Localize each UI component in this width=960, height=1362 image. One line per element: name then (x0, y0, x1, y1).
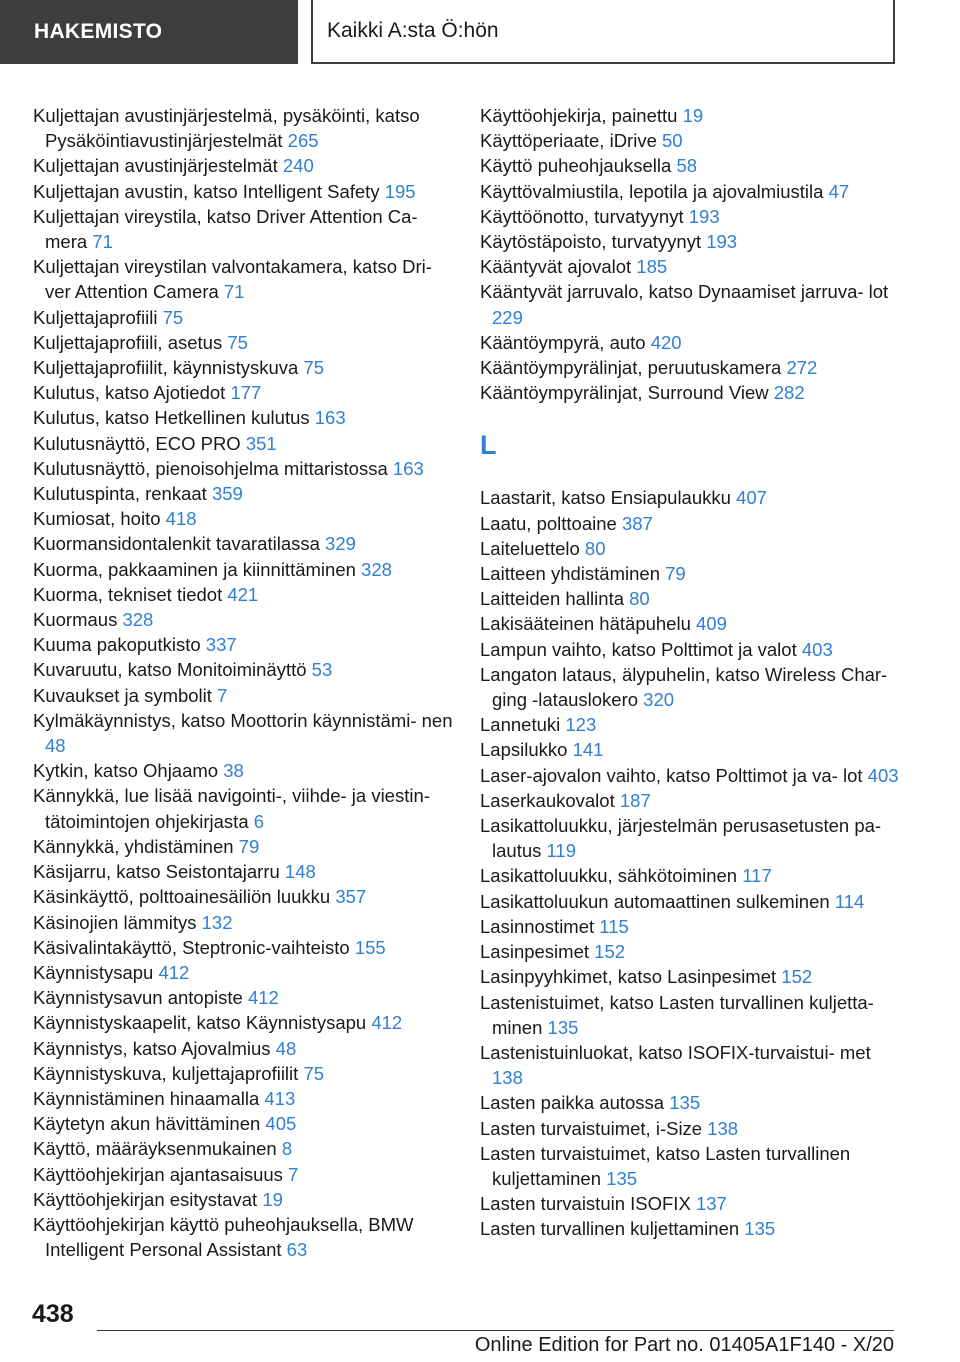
page-link[interactable]: 79 (665, 563, 686, 585)
page-link[interactable]: 337 (205, 634, 237, 656)
page-header (0, 0, 960, 66)
page-link[interactable]: 412 (371, 1012, 403, 1034)
entry-text: Kuljettajan avustin, katso Intelligent Safety (33, 180, 380, 202)
page-link[interactable]: 38 (223, 760, 244, 782)
page-link[interactable]: 265 (287, 130, 319, 152)
page-link[interactable]: 403 (801, 638, 833, 660)
entry-text: Kuuma pakoputkisto (33, 634, 201, 656)
page-link[interactable]: 409 (696, 613, 727, 635)
page-link[interactable]: 71 (223, 281, 245, 303)
index-entry (480, 204, 900, 229)
entry-text: Kääntöympyrä, auto (480, 331, 646, 353)
index-entry (480, 763, 900, 788)
page-link[interactable]: 50 (662, 130, 683, 152)
entry-text: Kuljettajaprofiili, asetus (33, 331, 223, 353)
page-link[interactable]: 163 (314, 407, 346, 429)
page-link[interactable]: 185 (636, 256, 668, 278)
page-link[interactable]: 152 (781, 966, 813, 988)
page-link[interactable]: 152 (594, 941, 626, 963)
page-link[interactable]: 320 (643, 689, 675, 711)
index-entry (33, 1086, 453, 1111)
entry-text: Käytetyn akun hävittäminen (33, 1113, 261, 1135)
index-entry (33, 683, 453, 708)
index-entry (33, 355, 453, 380)
entry-text: Käyttöohjekirjan käyttö puheohjauksella, BMW Intelligent Personal Assistant (33, 1213, 414, 1261)
index-entry (33, 481, 453, 506)
entry-text: Kumiosat, hoito (33, 508, 161, 530)
entry-text: Kulutuspinta, renkaat (33, 483, 207, 505)
index-entry (480, 813, 900, 863)
page-link[interactable]: 19 (682, 105, 704, 126)
entry-text: Kylmäkäynnistys, katso Moottorin käynnistämi‐ nen (33, 709, 453, 731)
page-link[interactable]: 135 (547, 1016, 579, 1038)
page-link[interactable]: 282 (773, 382, 805, 404)
index-entry (480, 355, 900, 380)
entry-text: Kuljettajan vireystilan valvontakamera, katso Dri‐ ver Attention Camera (33, 256, 432, 303)
letter-heading: L (480, 430, 497, 461)
page-link[interactable]: 357 (335, 886, 367, 908)
page-link[interactable]: 155 (354, 936, 386, 958)
index-entry (480, 1141, 900, 1191)
index-entry (33, 1061, 453, 1086)
entry-text: Kuorma, pakkaaminen ja kiinnittäminen (33, 558, 356, 580)
index-entry (33, 582, 453, 607)
index-entry (33, 254, 453, 304)
entry-text: Kulutus, katso Ajotiedot (33, 382, 226, 404)
index-entry (480, 536, 900, 561)
entry-text: Kuljettajan avustinjärjestelmät (33, 155, 278, 177)
page-link[interactable]: 387 (621, 512, 653, 534)
index-entry (33, 305, 453, 330)
index-entry (480, 1040, 900, 1090)
page-link[interactable]: 148 (284, 861, 316, 883)
index-entry (33, 531, 453, 556)
page-link[interactable]: 19 (262, 1188, 283, 1210)
page-link[interactable]: 193 (706, 231, 738, 253)
index-entry (480, 511, 900, 536)
page-link[interactable]: 135 (669, 1092, 701, 1114)
index-entry (33, 1212, 453, 1262)
index-entry (33, 204, 453, 254)
index-entry (480, 380, 900, 405)
index-entry (33, 103, 453, 153)
index-entry (480, 939, 900, 964)
index-entry (33, 153, 453, 178)
page-link[interactable]: 75 (162, 306, 184, 328)
index-entry (33, 330, 453, 355)
index-entry (480, 914, 900, 939)
page-link[interactable]: 114 (834, 890, 865, 912)
page-link[interactable]: 71 (92, 231, 113, 253)
index-entry (480, 863, 900, 888)
index-entry (33, 783, 453, 833)
entry-text: Kääntöympyrälinjat, peruutuskamera (480, 357, 782, 379)
page-link[interactable]: 123 (565, 714, 597, 736)
index-entry (480, 103, 900, 128)
page-link[interactable]: 329 (325, 533, 356, 555)
entry-text: Kuvaukset ja symbolit (33, 684, 212, 706)
entry-text: Käynnistäminen hinaamalla (33, 1087, 260, 1109)
entry-text: Kuormaus (33, 609, 118, 631)
entry-text: Käsinojien lämmitys (33, 911, 197, 933)
index-entry (480, 662, 900, 712)
entry-text: Kääntöympyrälinjat, Surround View (480, 382, 769, 404)
page-link[interactable]: 119 (546, 840, 577, 862)
page-link[interactable]: 272 (786, 357, 818, 379)
index-entry (33, 1162, 453, 1187)
entry-text: Langaton lataus, älypuhelin, katso Wireless Char‐ ging -latauslokero (480, 663, 888, 711)
page-link[interactable]: 405 (265, 1113, 297, 1135)
index-entry (480, 889, 900, 914)
entry-text: Käyttövalmiustila, lepotila ja ajovalmiustila (480, 180, 824, 202)
index-entry (480, 611, 900, 636)
page-link[interactable]: 63 (286, 1239, 308, 1261)
index-entry (33, 834, 453, 859)
entry-text: Käyttö, määräyksenmukainen (33, 1138, 277, 1160)
page-link[interactable]: 6 (253, 810, 265, 832)
entry-text: Kännykkä, lue lisää navigointi-, viihde- ja viestin‐ tätoimintojen ohjekirjasta (33, 785, 430, 832)
page-number: 438 (32, 1300, 74, 1328)
entry-text: Käynnistys, katso Ajovalmius (33, 1037, 271, 1059)
page-link[interactable]: 80 (584, 537, 606, 559)
entry-text: Käynnistyskuva, kuljettajaprofiilit (33, 1062, 299, 1084)
index-entry (480, 485, 900, 510)
entry-text: Käyttöönotto, turvatyynyt (480, 205, 684, 227)
page-link[interactable]: 407 (736, 487, 767, 509)
index-entry (33, 1136, 453, 1161)
page-link[interactable]: 351 (245, 432, 277, 454)
page-link[interactable]: 58 (676, 155, 698, 177)
entry-text: Käsijarru, katso Seistontajarru (33, 861, 280, 883)
entry-text: Lakisääteinen hätäpuhelu (480, 613, 691, 635)
index-entry (480, 279, 900, 329)
page-link[interactable]: 413 (264, 1087, 296, 1109)
entry-text: Lasten turvaistuimet, i-Size (480, 1117, 703, 1139)
entry-text: Laserkaukovalot (480, 789, 615, 811)
entry-text: Kulutus, katso Hetkellinen kulutus (33, 407, 310, 429)
index-entry (480, 1090, 900, 1115)
entry-text: Kulutusnäyttö, pienoisohjelma mittaristossa (33, 457, 388, 479)
index-group-l (480, 485, 900, 1241)
index-entry (480, 737, 900, 762)
entry-text: Käyttöohjekirjan esitystavat (33, 1188, 258, 1210)
page-link[interactable]: 359 (211, 483, 243, 505)
index-entry (33, 985, 453, 1010)
page-link[interactable]: 48 (275, 1037, 297, 1059)
index-entry (480, 229, 900, 254)
page-link[interactable]: 7 (217, 684, 228, 706)
entry-text: Laastarit, katso Ensiapulaukku (480, 487, 731, 509)
entry-text: Laitteen yhdistäminen (480, 563, 660, 585)
entry-text: Lasikattoluukun automaattinen sulkeminen (480, 890, 830, 912)
page-link[interactable]: 75 (303, 357, 325, 379)
entry-text: Lasikattoluukku, sähkötoiminen (480, 865, 738, 887)
index-entry (480, 1216, 900, 1241)
entry-text: Kuljettajaprofiili (33, 306, 158, 328)
index-entry (480, 1191, 900, 1216)
entry-text: Laitteiden hallinta (480, 588, 624, 610)
index-entry (33, 859, 453, 884)
page-link[interactable]: 135 (606, 1167, 638, 1189)
entry-text: Käynnistysapu (33, 961, 154, 983)
index-entry (33, 657, 453, 682)
entry-text: Kuljettajan avustinjärjestelmä, pysäköinti, katso Pysäköintiavustinjärjestelmät (33, 105, 420, 152)
index-entry (33, 1036, 453, 1061)
index-group-k-continued (480, 103, 900, 405)
entry-text: Laatu, polttoaine (480, 512, 617, 534)
index-entry (33, 456, 453, 481)
index-entry (480, 330, 900, 355)
page-link[interactable]: 79 (238, 835, 260, 857)
index-entry (480, 990, 900, 1040)
entry-text: Kääntyvät jarruvalo, katso Dynaamiset jarruva‐ lot (480, 281, 889, 303)
entry-text: Lannetuki (480, 714, 561, 736)
index-entry (33, 1111, 453, 1136)
index-entry (480, 964, 900, 989)
page-link[interactable]: 195 (384, 180, 416, 202)
entry-text: Kuljettajaprofiilit, käynnistyskuva (33, 357, 299, 379)
entry-text: Lasten paikka autossa (480, 1092, 665, 1114)
page-link[interactable]: 412 (247, 987, 279, 1009)
entry-text: Laiteluettelo (480, 537, 580, 559)
index-entry (33, 884, 453, 909)
section-tab[interactable]: HAKEMISTO (0, 0, 298, 64)
page-link[interactable]: 7 (288, 1163, 299, 1185)
page-link[interactable]: 328 (361, 558, 392, 580)
entry-text: Lasikattoluukku, järjestelmän perusasetusten pa‐ lautus (480, 815, 882, 862)
entry-text: Lasten turvaistuimet, katso Lasten turvallinen kuljettaminen (480, 1142, 851, 1189)
page-link[interactable]: 177 (230, 382, 262, 404)
entry-text: Käyttö puheohjauksella (480, 155, 672, 177)
index-entry (33, 960, 453, 985)
entry-text: Käynnistysavun antopiste (33, 987, 243, 1009)
page-link[interactable]: 418 (165, 508, 197, 530)
entry-text: Laser-ajovalon vaihto, katso Polttimot ja va‐ lot (480, 764, 863, 786)
page-link[interactable]: 47 (828, 180, 850, 202)
index-entry (480, 128, 900, 153)
page-link[interactable]: 53 (311, 659, 333, 681)
index-entry (480, 1116, 900, 1141)
index-entry (33, 380, 453, 405)
index-entry (480, 179, 900, 204)
entry-text: Lastenistuimet, katso Lasten turvallinen kuljetta‐ minen (480, 991, 874, 1038)
index-entry (33, 506, 453, 531)
entry-text: Kääntyvät ajovalot (480, 256, 632, 278)
page-link[interactable]: 138 (707, 1117, 739, 1139)
page-link[interactable]: 135 (744, 1218, 776, 1240)
index-entry (480, 637, 900, 662)
entry-text: Käyttöohjekirjan ajantasaisuus (33, 1163, 283, 1185)
entry-text: Kuorma, tekniset tiedot (33, 583, 223, 605)
page-link[interactable]: 420 (650, 331, 682, 353)
page-link[interactable]: 141 (572, 739, 604, 761)
page-link[interactable]: 8 (281, 1138, 293, 1160)
index-column-right (480, 103, 900, 1242)
entry-text: Kytkin, katso Ohjaamo (33, 760, 219, 782)
page-link[interactable]: 137 (695, 1193, 727, 1215)
entry-text: Lastenistuinluokat, katso ISOFIX-turvaistui‐ met (480, 1041, 871, 1063)
page-link[interactable]: 193 (688, 205, 720, 227)
page-link[interactable]: 132 (201, 911, 233, 933)
entry-text: Lasinpyyhkimet, katso Lasinpesimet (480, 966, 777, 988)
entry-text: Käyttöohjekirja, painettu (480, 105, 678, 126)
page-link[interactable]: 163 (392, 457, 424, 479)
index-entry (480, 712, 900, 737)
entry-text: Käynnistyskaapelit, katso Käynnistysapu (33, 1012, 367, 1034)
index-entry (33, 405, 453, 430)
index-entry (33, 758, 453, 783)
entry-text: Kännykkä, yhdistäminen (33, 835, 234, 857)
page-link[interactable]: 115 (599, 915, 629, 937)
index-column-left (33, 103, 453, 1262)
page-link[interactable]: 48 (45, 735, 66, 757)
footer-edition: Online Edition for Part no. 01405A1F140 - X/20 (474, 1334, 894, 1356)
entry-text: Lasinnostimet (480, 915, 595, 937)
entry-text: Käyttöperiaate, iDrive (480, 130, 657, 152)
page-link[interactable]: 412 (158, 961, 190, 983)
entry-text: Kulutusnäyttö, ECO PRO (33, 432, 241, 454)
entry-text: Lasten turvaistuin ISOFIX (480, 1193, 691, 1215)
entry-text: Lampun vaihto, katso Polttimot ja valot (480, 638, 797, 660)
entry-text: Lasinpesimet (480, 941, 590, 963)
index-entry (480, 561, 900, 586)
index-entry (33, 1010, 453, 1035)
subtitle-tab[interactable]: Kaikki A:sta Ö:hön (311, 0, 895, 64)
page-link[interactable]: 403 (867, 764, 899, 786)
page-link[interactable]: 421 (227, 583, 259, 605)
index-entry (480, 586, 900, 611)
entry-text: Kuormansidontalenkit tavaratilassa (33, 533, 320, 555)
index-entry (33, 1187, 453, 1212)
entry-text: Käsivalintakäyttö, Steptronic-vaihteisto (33, 936, 350, 958)
page-link[interactable]: 240 (282, 155, 314, 177)
page-link[interactable]: 75 (303, 1062, 325, 1084)
page-link[interactable]: 138 (492, 1067, 523, 1089)
index-entry (480, 254, 900, 279)
page-link[interactable]: 117 (742, 865, 772, 887)
footer-divider (97, 1330, 894, 1331)
page-link[interactable]: 75 (227, 331, 248, 353)
entry-text: Lasten turvallinen kuljettaminen (480, 1218, 740, 1240)
entry-text: Käsinkäyttö, polttoainesäiliön luukku (33, 886, 331, 908)
index-entry (33, 935, 453, 960)
page-link[interactable]: 328 (122, 609, 154, 631)
index-entry (33, 632, 453, 657)
page-link[interactable]: 80 (629, 588, 650, 610)
index-entry (33, 179, 453, 204)
index-entry (480, 153, 900, 178)
index-entry (33, 431, 453, 456)
page-link[interactable]: 229 (492, 306, 523, 328)
index-entry (33, 910, 453, 935)
index-entry (480, 788, 900, 813)
entry-text: Kuljettajan vireystila, katso Driver Attention Ca‐ mera (33, 205, 418, 253)
index-entry (33, 607, 453, 632)
entry-text: Kuvaruutu, katso Monitoiminäyttö (33, 659, 307, 681)
page-link[interactable]: 187 (619, 789, 651, 811)
index-entry (33, 557, 453, 582)
entry-text: Lapsilukko (480, 739, 568, 761)
index-entry (33, 708, 453, 758)
entry-text: Käytöstäpoisto, turvatyynyt (480, 231, 702, 253)
